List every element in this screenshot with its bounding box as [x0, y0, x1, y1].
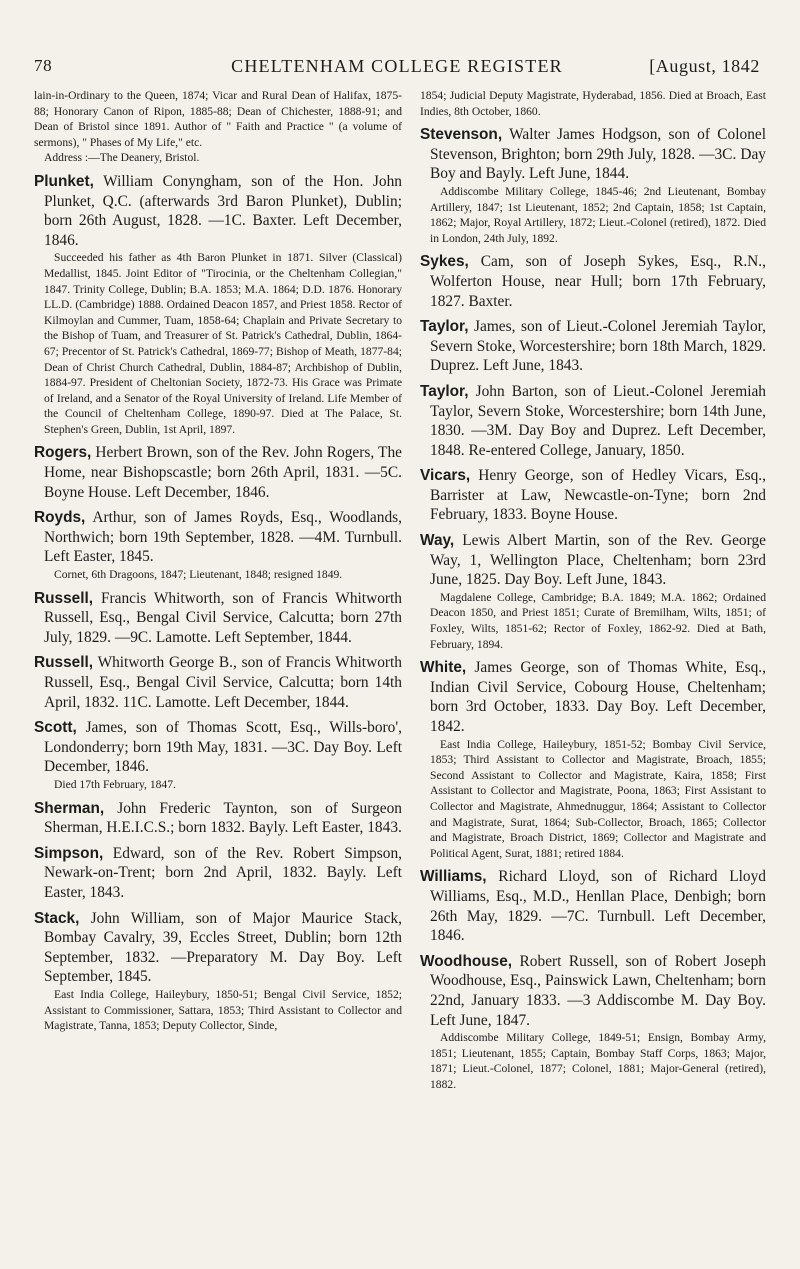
entry-surname: White, [420, 659, 467, 677]
entry-surname: Stack, [34, 909, 80, 927]
register-entry [34, 653, 402, 712]
entry-details: John William, son of Major Maurice Stack, Bombay Cavalry, 39, Eccles Street, Dublin; born 12th September, 1832. —Preparatory M. Day Boy. Left September, 1845. [44, 909, 402, 986]
entry-details: Richard Lloyd, son of Richard Lloyd Williams, Esq., M.D., Henllan Place, Denbigh; born 26th May, 1829. —7C. Turnbull. Left December, 1846. [430, 868, 766, 945]
entry-main-text [420, 658, 766, 736]
entry-main-text [34, 589, 402, 648]
register-entry [420, 658, 766, 861]
right-entries [420, 125, 766, 1092]
entry-note: East India College, Haileybury, 1850-51; Bengal Civil Service, 1852; Assistant to Commissioner, Sattara, 1853; Third Assistant to Collector and Magistrate, Tanna, 1853; Deputy Collector, Sinde, [44, 987, 402, 1033]
register-entry [420, 531, 766, 652]
entry-surname: Williams, [420, 868, 487, 886]
entry-main-text [34, 443, 402, 502]
entry-details: William Conyngham, son of the Hon. John Plunket, Q.C. (afterwards 3rd Baron Plunket), Dublin; born 26th August, 1828. —1C. Baxter. Left December, 1846. [44, 172, 402, 249]
entry-note: Cornet, 6th Dragoons, 1847; Lieutenant, 1848; resigned 1849. [54, 568, 343, 582]
entry-main-text [420, 466, 766, 525]
entry-main-text [420, 531, 766, 590]
entry-main-text [420, 952, 766, 1030]
running-date: [August, 1842 [649, 56, 760, 76]
entry-main-text [420, 382, 766, 460]
register-entry [420, 317, 766, 376]
entry-surname: Way, [420, 532, 455, 550]
entry-surname: Woodhouse, [420, 952, 513, 970]
entry-main-text [34, 508, 402, 567]
running-title: CHELTENHAM COLLEGE REGISTER [231, 56, 563, 76]
entry-details: John Frederic Taynton, son of Surgeon Sherman, H.E.I.C.S.; born 1832. Bayly. Left Easter, 1843. [44, 799, 402, 837]
entry-details: James, son of Thomas Scott, Esq., Wills-boro', Londonderry; born 19th May, 1831. —3C. Day Boy. Left December, 1846. [44, 719, 402, 776]
register-entry [34, 508, 402, 582]
entry-main-text [34, 718, 402, 777]
continuation-entry [34, 88, 402, 166]
entry-surname: Russell, [34, 654, 94, 672]
left-column [34, 88, 402, 1040]
entry-main-text [420, 125, 766, 184]
entry-details: James, son of Lieut.-Colonel Jeremiah Taylor, Severn Stoke, Worcestershire; born 18th March, 1829. Duprez. Left June, 1843. [430, 318, 766, 375]
entry-details: James George, son of Thomas White, Esq., Indian Civil Service, Cobourg House, Cheltenham; born 3rd October, 1833. Day Boy. Left December, 1842. [430, 659, 766, 735]
register-entry [34, 909, 402, 1034]
register-entry [420, 382, 766, 460]
entry-main-text [34, 172, 402, 250]
entry-surname: Royds, [34, 509, 86, 527]
entry-main-text [34, 909, 402, 987]
register-entry [420, 867, 766, 945]
page-number: 78 [34, 56, 53, 75]
entry-main-text [34, 844, 402, 903]
entry-note: Addiscombe Military College, 1849-51; Ensign, Bombay Army, 1851; Lieutenant, 1855; Captain, Bombay Staff Corps, 1863; Major, 1871; Lieut.-Colonel, 1877; Colonel, 1881; Major-General (retired), 1882. [430, 1031, 766, 1091]
register-entry [34, 443, 402, 502]
entry-details: Walter James Hodgson, son of Colonel Stevenson, Brighton; born 29th July, 1828. —3C. Day Boy and Bayly. Left June, 1844. [430, 126, 766, 183]
register-entry [420, 466, 766, 525]
entry-surname: Stevenson, [420, 126, 503, 144]
entry-surname: Russell, [34, 589, 94, 607]
entry-details: Henry George, son of Hedley Vicars, Esq., Barrister at Law, Newcastle-on-Tyne; born 2nd February, 1833. Boyne House. [430, 467, 766, 524]
register-entry [420, 125, 766, 246]
entry-details: John Barton, son of Lieut.-Colonel Jeremiah Taylor, Severn Stoke, Worcestershire; born 14th June, 1830. —3M. Day Boy and Duprez. Left December, 1848. Re-entered College, January, 1850. [430, 382, 766, 459]
register-entry [34, 589, 402, 648]
entry-surname: Sykes, [420, 253, 469, 271]
register-entry [420, 252, 766, 311]
entry-surname: Taylor, [420, 318, 469, 336]
entry-surname: Vicars, [420, 467, 471, 485]
entry-details: Arthur, son of James Royds, Esq., Woodlands, Northwich; born 19th September, 1828. —4M. Turnbull. Left Easter, 1845. [44, 509, 402, 566]
entry-main-text [420, 317, 766, 376]
continuation-entry [420, 88, 766, 119]
entry-surname: Scott, [34, 719, 77, 737]
entry-note: Addiscombe Military College, 1845-46; 2nd Lieutenant, Bombay Artillery, 1847; 1st Lieutenant, 1852; 2nd Captain, 1858; 1st Captain, 1862; Major, Royal Artillery, 1872; Lieut.-Colonel (retired), 1872. Died in London, 24th July, 1892. [430, 184, 766, 245]
entry-details: Robert Russell, son of Robert Joseph Woodhouse, Esq., Painswick Lawn, Cheltenham; born 22nd, January 1833. —3 Addiscombe M. Day Boy. Left June, 1847. [430, 952, 766, 1029]
page-header [34, 50, 760, 76]
register-entry [34, 799, 402, 838]
entry-details: Whitworth George B., son of Francis Whitworth Russell, Esq., Bengal Civil Service, Calcutta; born 14th April, 1832. 11C. Lamotte. Left December, 1844. [44, 654, 402, 711]
entry-note: East India College, Haileybury, 1851-52; Bombay Civil Service, 1853; Third Assistant to Collector and Magistrate, Broach, 1855; Second Assistant to Collector and Magistrate, Kaira, 1858; First Assistant to Collector and Magistrate, Poona, 1863; First Assistant to Collector and Magistrate, Ahmednuggur, 1864; Assistant to Collector and Magistrate, Surat, 1864; Sub-Collector, Broach, 1865; Collector and Magistrate, Broach District, 1869; Collector and Magistrate and Political Agent, Surat, 1881; retired 1884. [430, 737, 766, 860]
register-entry [34, 172, 402, 438]
entry-note: Magdalene College, Cambridge; B.A. 1849; M.A. 1862; Ordained Deacon 1850, and Priest 1851; Curate of Bremilham, Wilts, 1851; of Foxley, Wilts, 1851-62; Rector of Foxley, 1862-92. Died at Bath, February, 1894. [430, 590, 766, 651]
register-entry [34, 844, 402, 903]
left-entries [34, 172, 402, 1034]
entry-main-text [420, 867, 766, 945]
entry-details: Francis Whitworth, son of Francis Whitworth Russell, Esq., Bengal Civil Service, Calcutta; born 27th July, 1829. —9C. Lamotte. Left September, 1844. [44, 589, 402, 646]
continuation-address: Address :—The Deanery, Bristol. [44, 151, 200, 165]
register-entry [34, 718, 402, 792]
entry-details: Cam, son of Joseph Sykes, Esq., R.N., Wolferton House, near Hull; born 17th February, 1827. Baxter. [430, 253, 766, 310]
register-entry [420, 952, 766, 1093]
entry-surname: Taylor, [420, 382, 469, 400]
right-column [420, 88, 766, 1098]
entry-details: Lewis Albert Martin, son of the Rev. George Way, 1, Wellington Place, Cheltenham; born 23rd June, 1825. Day Boy. Left June, 1843. [430, 532, 766, 589]
entry-note: Died 17th February, 1847. [54, 777, 176, 791]
entry-details: Herbert Brown, son of the Rev. John Rogers, The Home, near Bishopscastle; born 26th April, 1831. —5C. Boyne House. Left December, 1846. [44, 444, 402, 501]
entry-surname: Sherman, [34, 799, 105, 817]
continuation-text: 1854; Judicial Deputy Magistrate, Hyderabad, 1856. Died at Broach, East Indies, 8th October, 1860. [420, 89, 766, 118]
entry-details: Edward, son of the Rev. Robert Simpson, Newark-on-Trent; born 2nd April, 1832. Bayly. Left Easter, 1843. [44, 844, 402, 901]
entry-surname: Simpson, [34, 844, 104, 862]
entry-note: Succeeded his father as 4th Baron Plunket in 1871. Silver (Classical) Medallist, 1845. Joint Editor of "Tirocinia, or the Cheltenham Collegian," 1847. Trinity College, Dublin; B.A. 1853; M.A. 1864; D.D. 1876. Honorary LL.D. (Cambridge) 1888. Ordained Deacon 1857, and Priest 1858. Rector of Kilmoylan and Cummer, Tuam, 1858-64; Chaplain and Private Secretary to the Bishop of Tuam, and Treasurer of St. Patrick's Cathedral, Dublin, 1864-67; Precentor of St. Patrick's Cathedral, 1869-77; Bishop of Meath, 1877-84; Dean of Christ Church Cathedral, Dublin, 1884-87; Archbishop of Dublin, 1884-97. President of Cheltonian Society, 1872-73. His Grace was Primate of Ireland, and a Senator of the Royal University of Ireland. Life Member of the Council of Cheltenham College, 1890-97. Died at The Palace, St. Stephen's Green, Dublin, 1st April, 1897. [44, 251, 402, 436]
entry-surname: Plunket, [34, 172, 94, 190]
entry-surname: Rogers, [34, 444, 92, 462]
entry-main-text [34, 653, 402, 712]
entry-main-text [420, 252, 766, 311]
entry-main-text [34, 799, 402, 838]
continuation-text: lain-in-Ordinary to the Queen, 1874; Vicar and Rural Dean of Halifax, 1875-88; Honorary Canon of Ripon, 1885-88; Dean of Chichester, 1888-91; and Dean of Bristol since 1891. Author of " Faith and Practice " (a volume of sermons), " Phases of My Life," etc. [34, 89, 402, 149]
